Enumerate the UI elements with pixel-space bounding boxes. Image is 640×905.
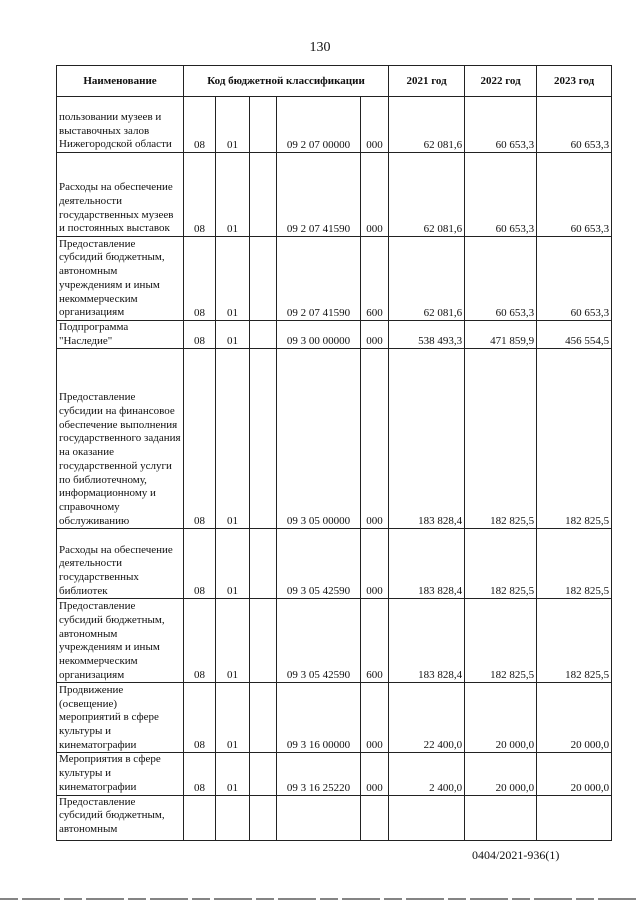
row-value-2023: 20 000,0 — [537, 753, 612, 795]
table-row — [57, 599, 612, 683]
header-2021: 2021 год — [389, 66, 465, 97]
row-value-2022: 182 825,5 — [465, 529, 537, 599]
row-value-2021: 183 828,4 — [389, 599, 465, 683]
row-section: 08 — [184, 97, 216, 153]
table-row — [57, 753, 612, 795]
header-2023: 2023 год — [537, 66, 612, 97]
row-value-2022: 60 653,3 — [465, 237, 537, 321]
row-expense-kind: 600 — [361, 599, 389, 683]
row-expense-kind: 000 — [361, 529, 389, 599]
row-target-code: 09 2 07 41590 — [277, 237, 361, 321]
row-blank — [250, 753, 277, 795]
row-name: Предоставление субсидий бюджетным, автономным учреждениям и иным некоммерческим организациям — [57, 599, 184, 683]
row-section — [184, 795, 216, 840]
row-value-2021: 183 828,4 — [389, 529, 465, 599]
row-section: 08 — [184, 153, 216, 237]
row-value-2022: 471 859,9 — [465, 321, 537, 349]
row-value-2022: 20 000,0 — [465, 753, 537, 795]
row-value-2022: 20 000,0 — [465, 683, 537, 753]
row-blank — [250, 153, 277, 237]
row-blank — [250, 795, 277, 840]
table-header-row — [57, 66, 612, 97]
row-expense-kind: 000 — [361, 753, 389, 795]
row-blank — [250, 683, 277, 753]
row-value-2021: 2 400,0 — [389, 753, 465, 795]
header-2022: 2022 год — [465, 66, 537, 97]
row-expense-kind: 000 — [361, 153, 389, 237]
row-target-code: 09 2 07 41590 — [277, 153, 361, 237]
row-target-code — [277, 795, 361, 840]
table-row — [57, 321, 612, 349]
header-code: Код бюджетной классификации — [184, 66, 389, 97]
table-row — [57, 349, 612, 529]
row-name: Предоставление субсидий бюджетным, автономным — [57, 795, 184, 840]
row-value-2022: 182 825,5 — [465, 599, 537, 683]
row-subsection: 01 — [216, 599, 250, 683]
row-subsection: 01 — [216, 153, 250, 237]
table-row — [57, 683, 612, 753]
row-value-2022 — [465, 795, 537, 840]
row-expense-kind: 000 — [361, 321, 389, 349]
row-subsection: 01 — [216, 237, 250, 321]
row-value-2023: 182 825,5 — [537, 599, 612, 683]
row-subsection: 01 — [216, 321, 250, 349]
row-target-code: 09 3 05 42590 — [277, 599, 361, 683]
row-subsection — [216, 795, 250, 840]
row-name: Расходы на обеспечение деятельности государственных музеев и постоянных выставок — [57, 153, 184, 237]
row-value-2023: 60 653,3 — [537, 97, 612, 153]
row-value-2021: 22 400,0 — [389, 683, 465, 753]
header-name: Наименование — [57, 66, 184, 97]
row-expense-kind: 600 — [361, 237, 389, 321]
row-name: Мероприятия в сфере культуры и кинематографии — [57, 753, 184, 795]
row-name: Продвижение (освещение) мероприятий в сфере культуры и кинематографии — [57, 683, 184, 753]
row-blank — [250, 237, 277, 321]
row-name: пользовании музеев и выставочных залов Нижегородской области — [57, 97, 184, 153]
row-section: 08 — [184, 321, 216, 349]
document-id: 0404/2021-936(1) — [472, 848, 560, 862]
row-value-2022: 182 825,5 — [465, 349, 537, 529]
row-name: Подпрограмма "Наследие" — [57, 321, 184, 349]
row-target-code: 09 2 07 00000 — [277, 97, 361, 153]
row-name: Предоставление субсидий бюджетным, автономным учреждениям и иным некоммерческим организациям — [57, 237, 184, 321]
row-blank — [250, 529, 277, 599]
row-blank — [250, 97, 277, 153]
row-expense-kind: 000 — [361, 349, 389, 529]
row-section: 08 — [184, 237, 216, 321]
row-value-2023 — [537, 795, 612, 840]
row-expense-kind: 000 — [361, 683, 389, 753]
row-section: 08 — [184, 349, 216, 529]
row-name: Расходы на обеспечение деятельности государственных библиотек — [57, 529, 184, 599]
page-number: 130 — [309, 40, 331, 55]
row-value-2021: 538 493,3 — [389, 321, 465, 349]
table-row — [57, 795, 612, 840]
row-target-code: 09 3 16 00000 — [277, 683, 361, 753]
row-target-code: 09 3 00 00000 — [277, 321, 361, 349]
row-value-2023: 182 825,5 — [537, 349, 612, 529]
row-subsection: 01 — [216, 753, 250, 795]
row-value-2021: 62 081,6 — [389, 97, 465, 153]
row-blank — [250, 599, 277, 683]
row-value-2023: 60 653,3 — [537, 153, 612, 237]
row-value-2022: 60 653,3 — [465, 153, 537, 237]
row-subsection: 01 — [216, 97, 250, 153]
row-expense-kind — [361, 795, 389, 840]
row-subsection: 01 — [216, 349, 250, 529]
row-section: 08 — [184, 683, 216, 753]
row-target-code: 09 3 05 00000 — [277, 349, 361, 529]
row-blank — [250, 349, 277, 529]
row-value-2022: 60 653,3 — [465, 97, 537, 153]
row-target-code: 09 3 05 42590 — [277, 529, 361, 599]
row-value-2023: 60 653,3 — [537, 237, 612, 321]
row-subsection: 01 — [216, 529, 250, 599]
row-section: 08 — [184, 529, 216, 599]
row-value-2021 — [389, 795, 465, 840]
row-expense-kind: 000 — [361, 97, 389, 153]
row-value-2021: 62 081,6 — [389, 153, 465, 237]
row-value-2023: 456 554,5 — [537, 321, 612, 349]
table-row — [57, 237, 612, 321]
table-row — [57, 97, 612, 153]
row-blank — [250, 321, 277, 349]
row-value-2021: 183 828,4 — [389, 349, 465, 529]
budget-table — [56, 65, 612, 841]
row-section: 08 — [184, 599, 216, 683]
row-section: 08 — [184, 753, 216, 795]
row-target-code: 09 3 16 25220 — [277, 753, 361, 795]
row-value-2023: 182 825,5 — [537, 529, 612, 599]
scan-bottom-edge — [0, 898, 640, 900]
row-value-2021: 62 081,6 — [389, 237, 465, 321]
table-row — [57, 529, 612, 599]
table-row — [57, 153, 612, 237]
row-value-2023: 20 000,0 — [537, 683, 612, 753]
row-name: Предоставление субсидии на финансовое обеспечение выполнения государственного задания на оказание государственной услуги по библиотечному, информационному и справочному обслуживанию — [57, 349, 184, 529]
row-subsection: 01 — [216, 683, 250, 753]
